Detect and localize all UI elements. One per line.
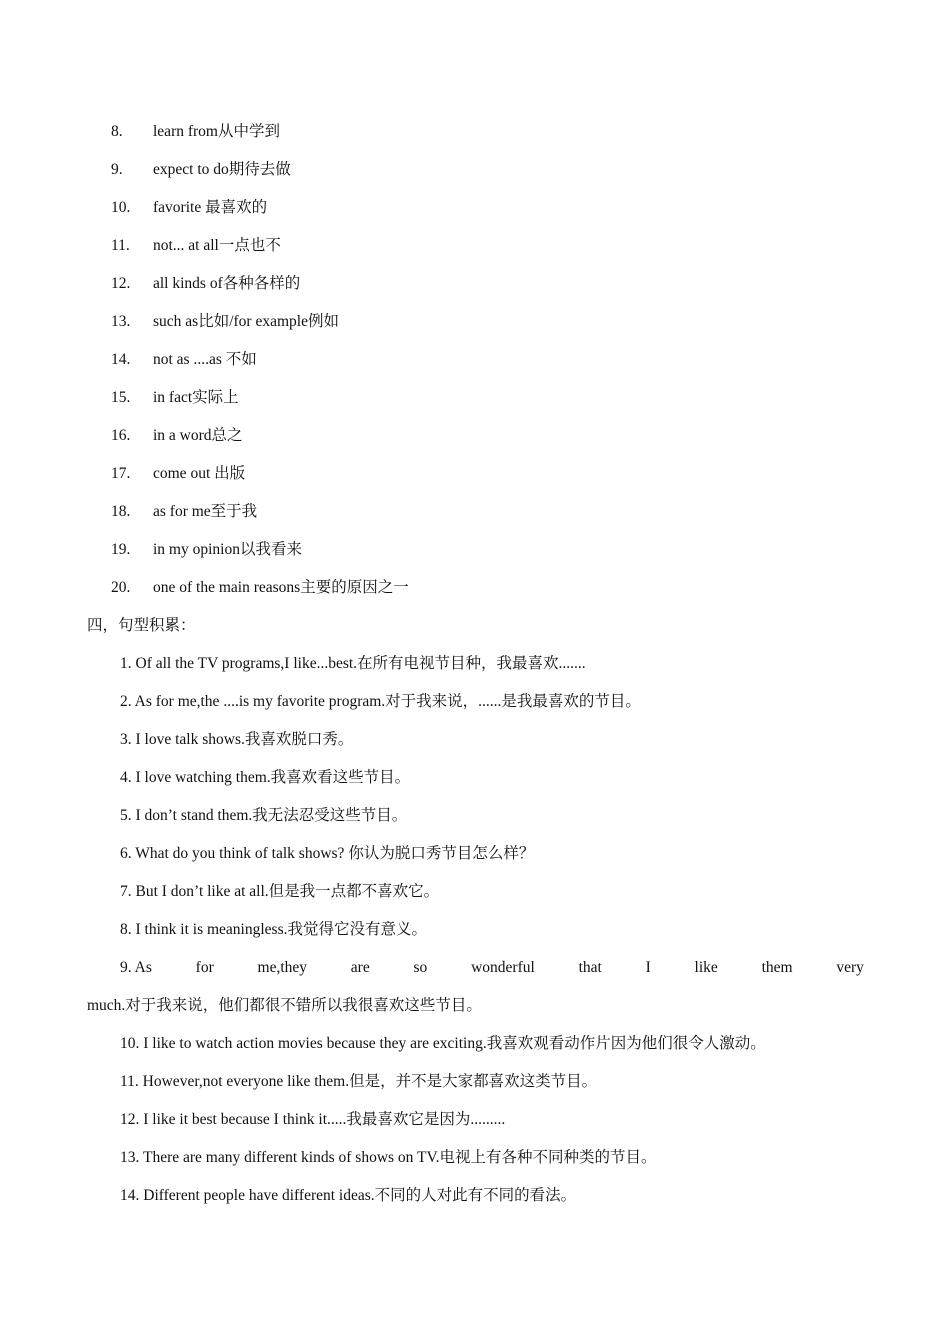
sentence-word: are bbox=[350, 959, 370, 976]
sentence-text: 6. What do you think of talk shows? 你认为脱口秀节目怎么样？ bbox=[120, 845, 535, 862]
phrase-list bbox=[0, 120, 950, 614]
sentence-text: 1. Of all the TV programs,I like...best.在所有电视节目种，我最喜欢....... bbox=[120, 655, 586, 672]
phrase-item bbox=[0, 196, 950, 234]
sentence-item bbox=[0, 1184, 950, 1222]
sentence-word: for bbox=[195, 959, 214, 976]
phrase-item bbox=[0, 272, 950, 310]
phrase-item bbox=[0, 462, 950, 500]
phrase-number: 15. bbox=[111, 389, 131, 406]
sentence-item bbox=[0, 842, 950, 880]
sentence-text: 13. There are many different kinds of shows on TV.电视上有各种不同种类的节目。 bbox=[120, 1149, 657, 1166]
phrase-item bbox=[0, 234, 950, 272]
sentence-item bbox=[0, 1108, 950, 1146]
phrase-text: as for me至于我 bbox=[153, 503, 258, 520]
phrase-item bbox=[0, 538, 950, 576]
sentence-text: 14. Different people have different ideas.不同的人对此有不同的看法。 bbox=[120, 1187, 577, 1204]
phrase-text: in my opinion以我看来 bbox=[153, 541, 302, 558]
sentence-text: 2. As for me,the ....is my favorite program.对于我来说，......是我最喜欢的节目。 bbox=[120, 693, 641, 710]
sentence-word: like bbox=[694, 959, 718, 976]
sentence-text: 12. I like it best because I think it.....我最喜欢它是因为......... bbox=[120, 1111, 506, 1128]
phrase-text: in a word总之 bbox=[153, 427, 243, 444]
phrase-item bbox=[0, 576, 950, 614]
phrase-text: one of the main reasons主要的原因之一 bbox=[153, 579, 409, 596]
sentence-item-justified bbox=[0, 956, 950, 1032]
sentence-word: very bbox=[836, 959, 864, 976]
sentence-word: that bbox=[578, 959, 602, 976]
phrase-number: 12. bbox=[111, 275, 131, 292]
sentence-item bbox=[0, 766, 950, 804]
sentence-item bbox=[0, 880, 950, 918]
sentence-word: 9. As bbox=[120, 959, 152, 976]
phrase-number: 9. bbox=[111, 161, 123, 178]
sentence-text: 7. But I don’t like at all.但是我一点都不喜欢它。 bbox=[120, 883, 440, 900]
phrase-item bbox=[0, 120, 950, 158]
phrase-number: 18. bbox=[111, 503, 131, 520]
phrase-number: 10. bbox=[111, 199, 131, 216]
sentence-item bbox=[0, 1146, 950, 1184]
sentence-text: 4. I love watching them.我喜欢看这些节目。 bbox=[120, 769, 411, 786]
phrase-number: 20. bbox=[111, 579, 131, 596]
phrase-text: not... at all一点也不 bbox=[153, 237, 281, 254]
sentence-word: I bbox=[645, 959, 651, 976]
phrase-number: 13. bbox=[111, 313, 131, 330]
sentence-word: me,they bbox=[257, 959, 308, 976]
phrase-text: favorite 最喜欢的 bbox=[153, 199, 268, 216]
sentence-item bbox=[0, 652, 950, 690]
phrase-item bbox=[0, 386, 950, 424]
sentence-word: them bbox=[761, 959, 793, 976]
phrase-text: all kinds of各种各样的 bbox=[153, 275, 301, 292]
phrase-item bbox=[0, 310, 950, 348]
sentence-list bbox=[0, 652, 950, 1222]
phrase-text: not as ....as 不如 bbox=[153, 351, 257, 368]
sentence-text: 3. I love talk shows.我喜欢脱口秀。 bbox=[120, 731, 354, 748]
phrase-text: such as比如/for example例如 bbox=[153, 313, 339, 330]
phrase-number: 14. bbox=[111, 351, 131, 368]
justified-line bbox=[120, 956, 864, 980]
sentence-item bbox=[0, 804, 950, 842]
section-heading: 四，句型积累： bbox=[87, 617, 196, 634]
sentence-item bbox=[0, 728, 950, 766]
sentence-text: 10. I like to watch action movies because they are exciting.我喜欢观看动作片因为他们很令人激动。 bbox=[120, 1035, 766, 1052]
sentence-text: 5. I don’t stand them.我无法忍受这些节目。 bbox=[120, 807, 408, 824]
sentence-text: 8. I think it is meaningless.我觉得它没有意义。 bbox=[120, 921, 427, 938]
phrase-number: 16. bbox=[111, 427, 131, 444]
sentence-continuation: much.对于我来说，他们都很不错所以我很喜欢这些节目。 bbox=[87, 997, 482, 1014]
sentence-item bbox=[0, 690, 950, 728]
sentence-word: wonderful bbox=[471, 959, 535, 976]
phrase-number: 11. bbox=[111, 237, 130, 254]
phrase-item bbox=[0, 500, 950, 538]
sentence-item bbox=[0, 1032, 950, 1070]
sentence-word: so bbox=[413, 959, 428, 976]
phrase-item bbox=[0, 348, 950, 386]
phrase-item bbox=[0, 158, 950, 196]
sentence-item bbox=[0, 1070, 950, 1108]
sentence-item bbox=[0, 918, 950, 956]
phrase-number: 17. bbox=[111, 465, 131, 482]
phrase-text: learn from从中学到 bbox=[153, 123, 280, 140]
phrase-number: 8. bbox=[111, 123, 123, 140]
phrase-text: expect to do期待去做 bbox=[153, 161, 291, 178]
phrase-text: in fact实际上 bbox=[153, 389, 239, 406]
sentence-text: 11. However,not everyone like them.但是，并不是大家都喜欢这类节目。 bbox=[120, 1073, 598, 1090]
phrase-text: come out 出版 bbox=[153, 465, 246, 482]
phrase-item bbox=[0, 424, 950, 462]
phrase-number: 19. bbox=[111, 541, 131, 558]
